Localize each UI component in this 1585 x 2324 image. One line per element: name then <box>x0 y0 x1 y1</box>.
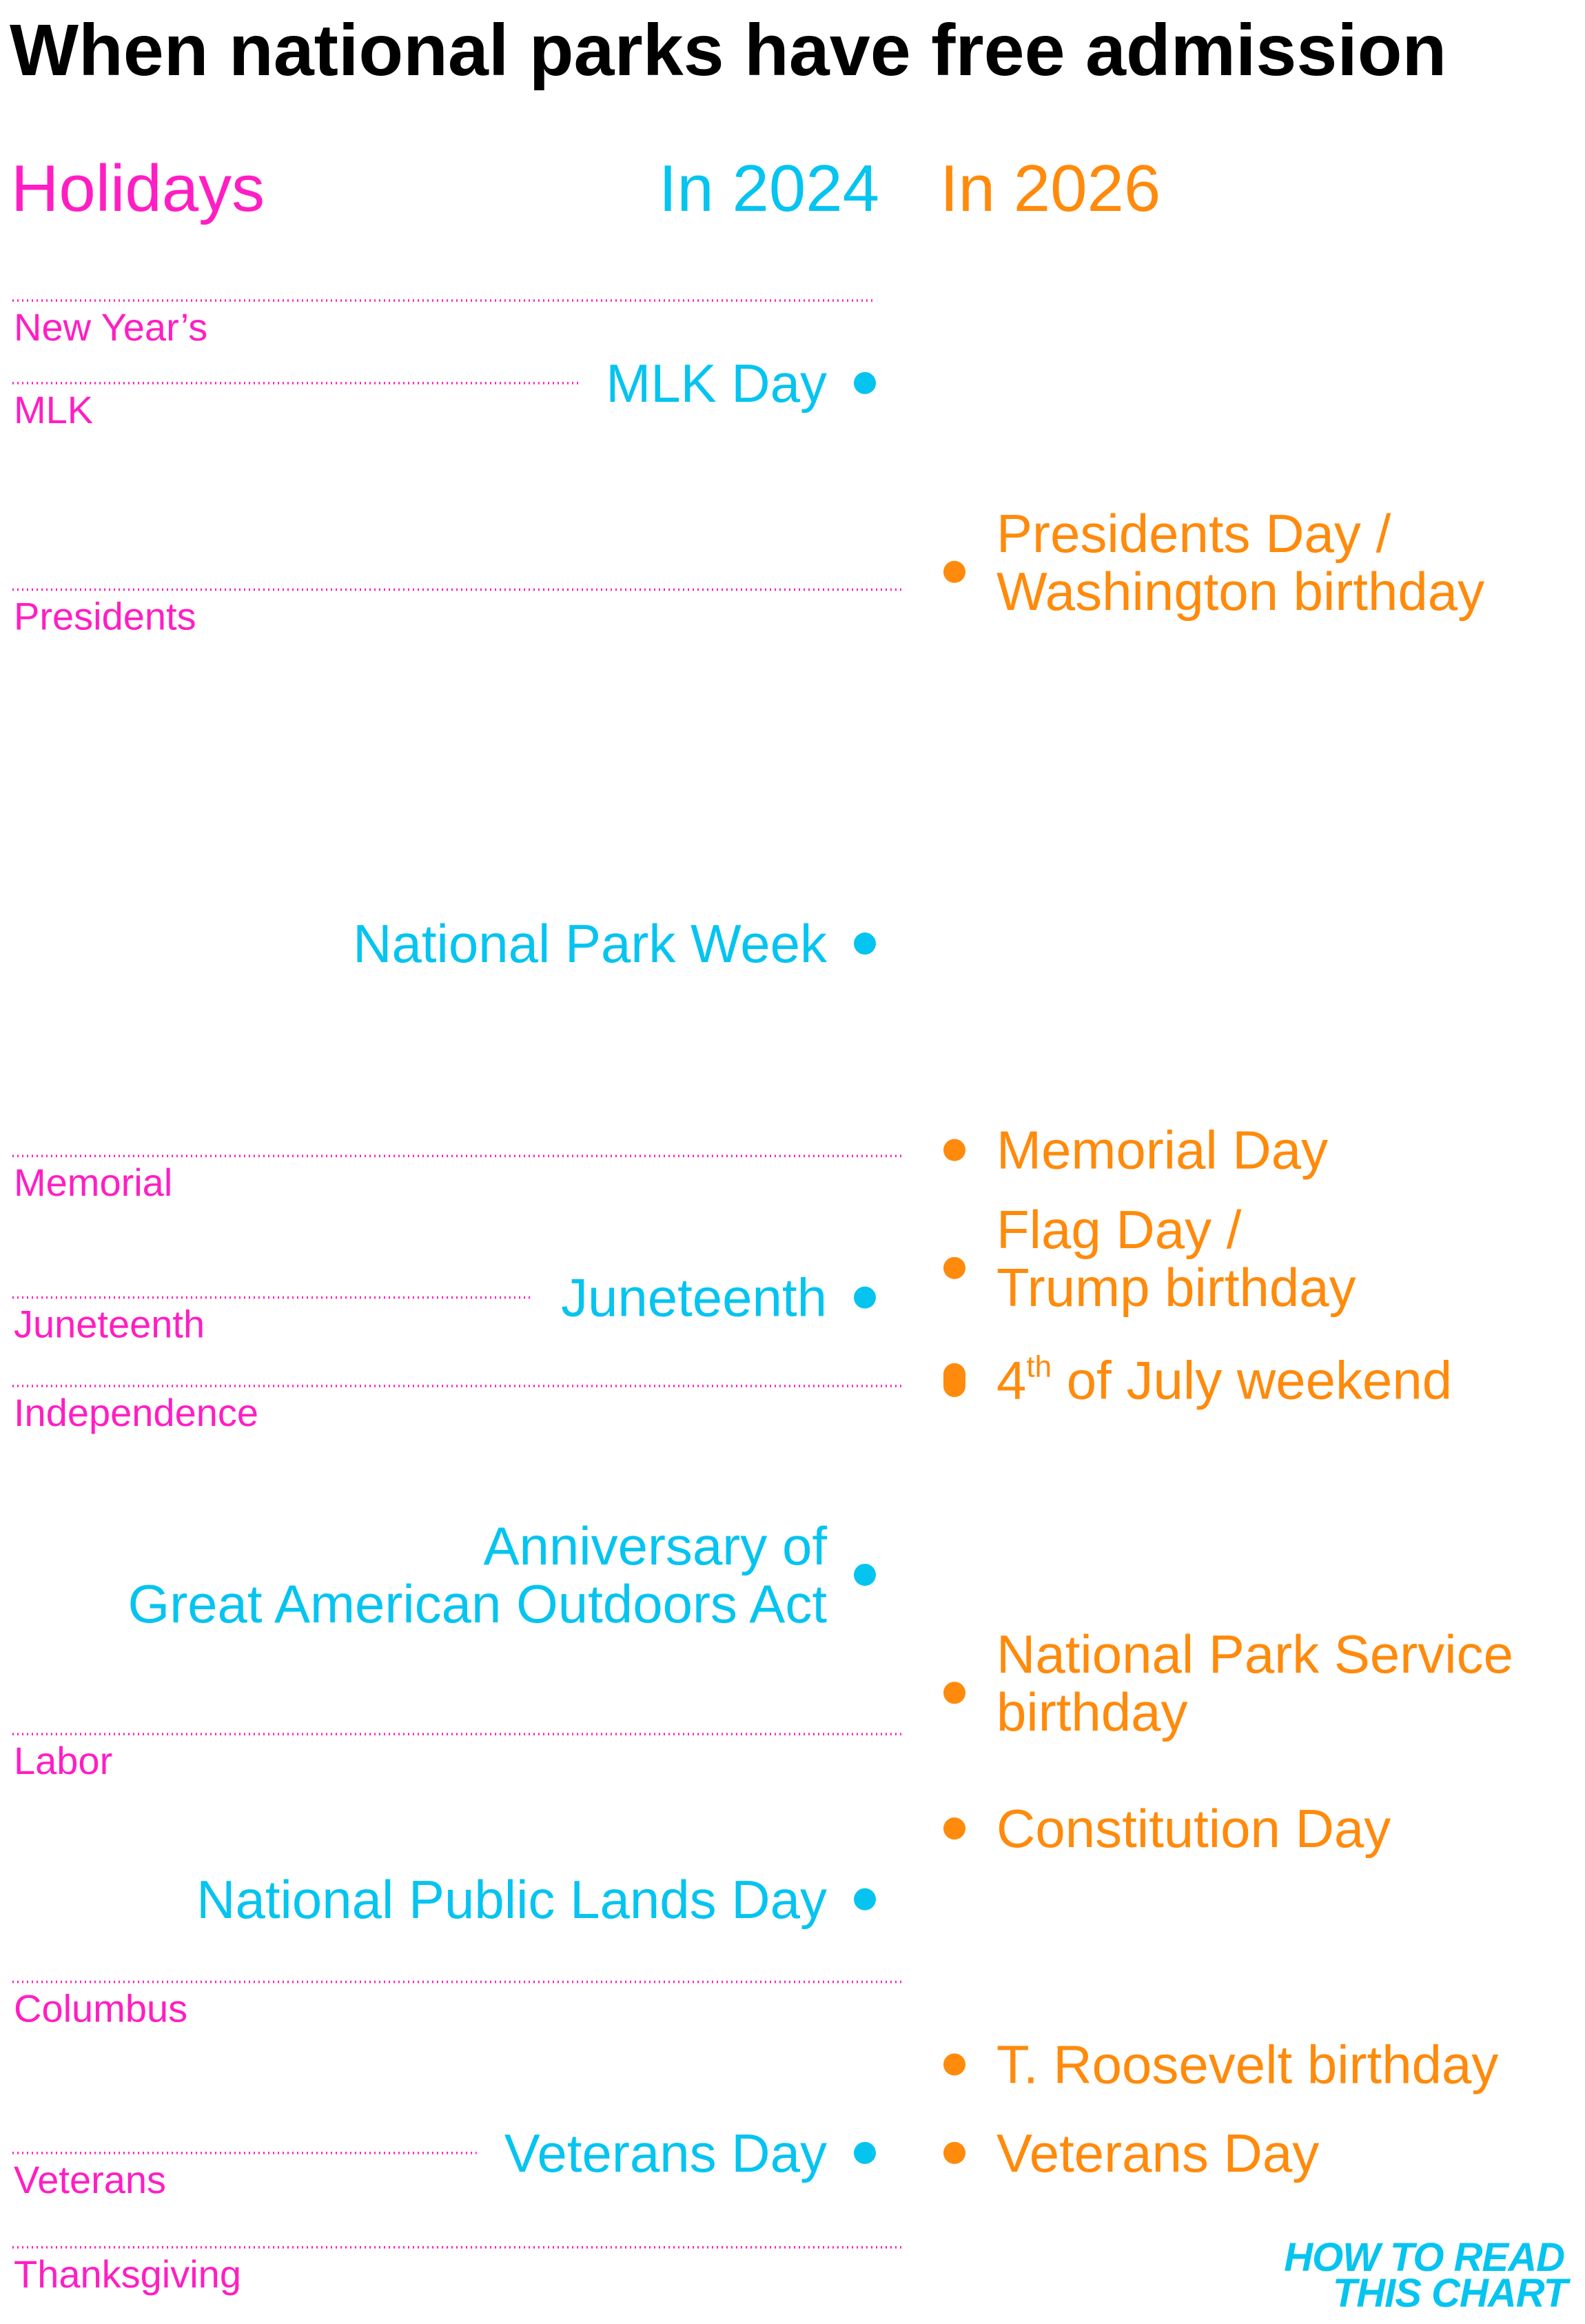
event-2026-label: Memorial Day <box>996 1119 1329 1181</box>
event-2024-label: Anniversary of <box>483 1515 827 1576</box>
event-2024-marker <box>854 932 876 955</box>
event-2026-marker <box>943 1682 965 1704</box>
holiday-label: Veterans <box>14 2157 167 2201</box>
event-2026-label: Washington birthday <box>996 560 1485 622</box>
holiday-label: Thanksgiving <box>14 2252 241 2296</box>
event-2026-marker <box>943 1817 965 1839</box>
series-2024 <box>128 353 876 2183</box>
event-2026-veterans-day <box>943 2123 1319 2183</box>
holiday-labor <box>12 1734 903 1782</box>
holiday-independence <box>12 1386 903 1434</box>
holiday-label: Presidents <box>14 594 196 638</box>
logo-line-2: THIS CHART <box>1332 2270 1567 2316</box>
event-2024-marker <box>854 2142 876 2164</box>
event-2026-label: Flag Day / <box>996 1199 1242 1260</box>
event-2026-marker <box>943 1257 965 1279</box>
event-2024-marker <box>854 372 876 394</box>
year-2026-column-header: In 2026 <box>940 152 1161 225</box>
event-2026-marker <box>943 2053 965 2075</box>
holiday-presidents <box>12 589 903 638</box>
holiday-veterans <box>12 2153 477 2201</box>
event-2024-label: National Park Week <box>353 913 827 975</box>
event-2024-national-park-week <box>353 913 876 974</box>
event-2024-label: National Public Lands Day <box>196 1868 827 1930</box>
event-2026-label: T. Roosevelt birthday <box>996 2034 1499 2095</box>
event-2024-label: Great American Outdoors Act <box>127 1573 827 1634</box>
event-2024-label: MLK Day <box>606 352 827 414</box>
holiday-juneteenth <box>12 1298 533 1346</box>
event-2026-national-park-service-birthday <box>943 1624 1513 1742</box>
event-2026-marker <box>943 561 965 583</box>
year-2024-column-header: In 2024 <box>658 152 879 225</box>
event-2024-marker <box>854 1888 876 1910</box>
event-2026-label: Presidents Day / <box>996 502 1391 564</box>
event-2024-mlk-day <box>606 353 876 414</box>
event-2024-national-public-lands-day <box>196 1869 876 1930</box>
holiday-label: Columbus <box>14 1986 188 2030</box>
chart-title: When national parks have free admission <box>10 10 1447 91</box>
event-2026-label: Constitution Day <box>996 1798 1391 1859</box>
event-2024-marker <box>854 1564 876 1586</box>
holiday-columbus <box>12 1982 903 2030</box>
holiday-label: Memorial <box>14 1161 173 1205</box>
holiday-new-year-s <box>12 300 875 349</box>
event-2026-memorial-day <box>943 1120 1328 1181</box>
event-2026-label: National Park Service <box>996 1624 1513 1685</box>
holiday-mlk <box>12 383 578 431</box>
event-2024-juneteenth <box>561 1267 876 1328</box>
holidays-column-header: Holidays <box>11 152 265 225</box>
holiday-thanksgiving <box>12 2247 903 2296</box>
holiday-label: New Year’s <box>14 305 208 349</box>
event-2026-t-roosevelt-birthday <box>943 2034 1498 2094</box>
event-2024-marker <box>854 1287 876 1309</box>
holiday-label: MLK <box>14 387 94 431</box>
event-2026-marker <box>943 2142 965 2164</box>
holiday-label: Independence <box>14 1391 259 1435</box>
event-2024-label: Veterans Day <box>504 2122 827 2183</box>
event-2024-label: Juneteenth <box>560 1267 827 1328</box>
holiday-label: Juneteenth <box>14 1302 205 1346</box>
holiday-label: Labor <box>14 1739 113 1783</box>
logo-line-1: HOW TO READ <box>1284 2234 1564 2280</box>
event-2026-range-marker <box>943 1363 965 1397</box>
event-2026-label: 4th of July weekend <box>996 1349 1453 1411</box>
event-2026-flag-day-trump-birthday <box>943 1199 1356 1318</box>
event-2026-marker <box>943 1139 965 1161</box>
event-2026-4th-of-july-weekend <box>943 1349 1452 1410</box>
event-2026-label: Trump birthday <box>996 1256 1356 1318</box>
event-2024-anniversary-of-great-american-outdoors-act <box>128 1516 876 1634</box>
how-to-read-logo[interactable] <box>1284 2234 1567 2316</box>
event-2024-veterans-day <box>504 2123 876 2183</box>
event-2026-presidents-day-washington-birthday <box>943 503 1484 622</box>
event-2026-label: Veterans Day <box>996 2122 1320 2183</box>
event-2026-label: birthday <box>996 1682 1188 1743</box>
holiday-memorial <box>12 1156 903 1204</box>
series-2026 <box>943 503 1513 2183</box>
event-2026-constitution-day <box>943 1798 1391 1859</box>
